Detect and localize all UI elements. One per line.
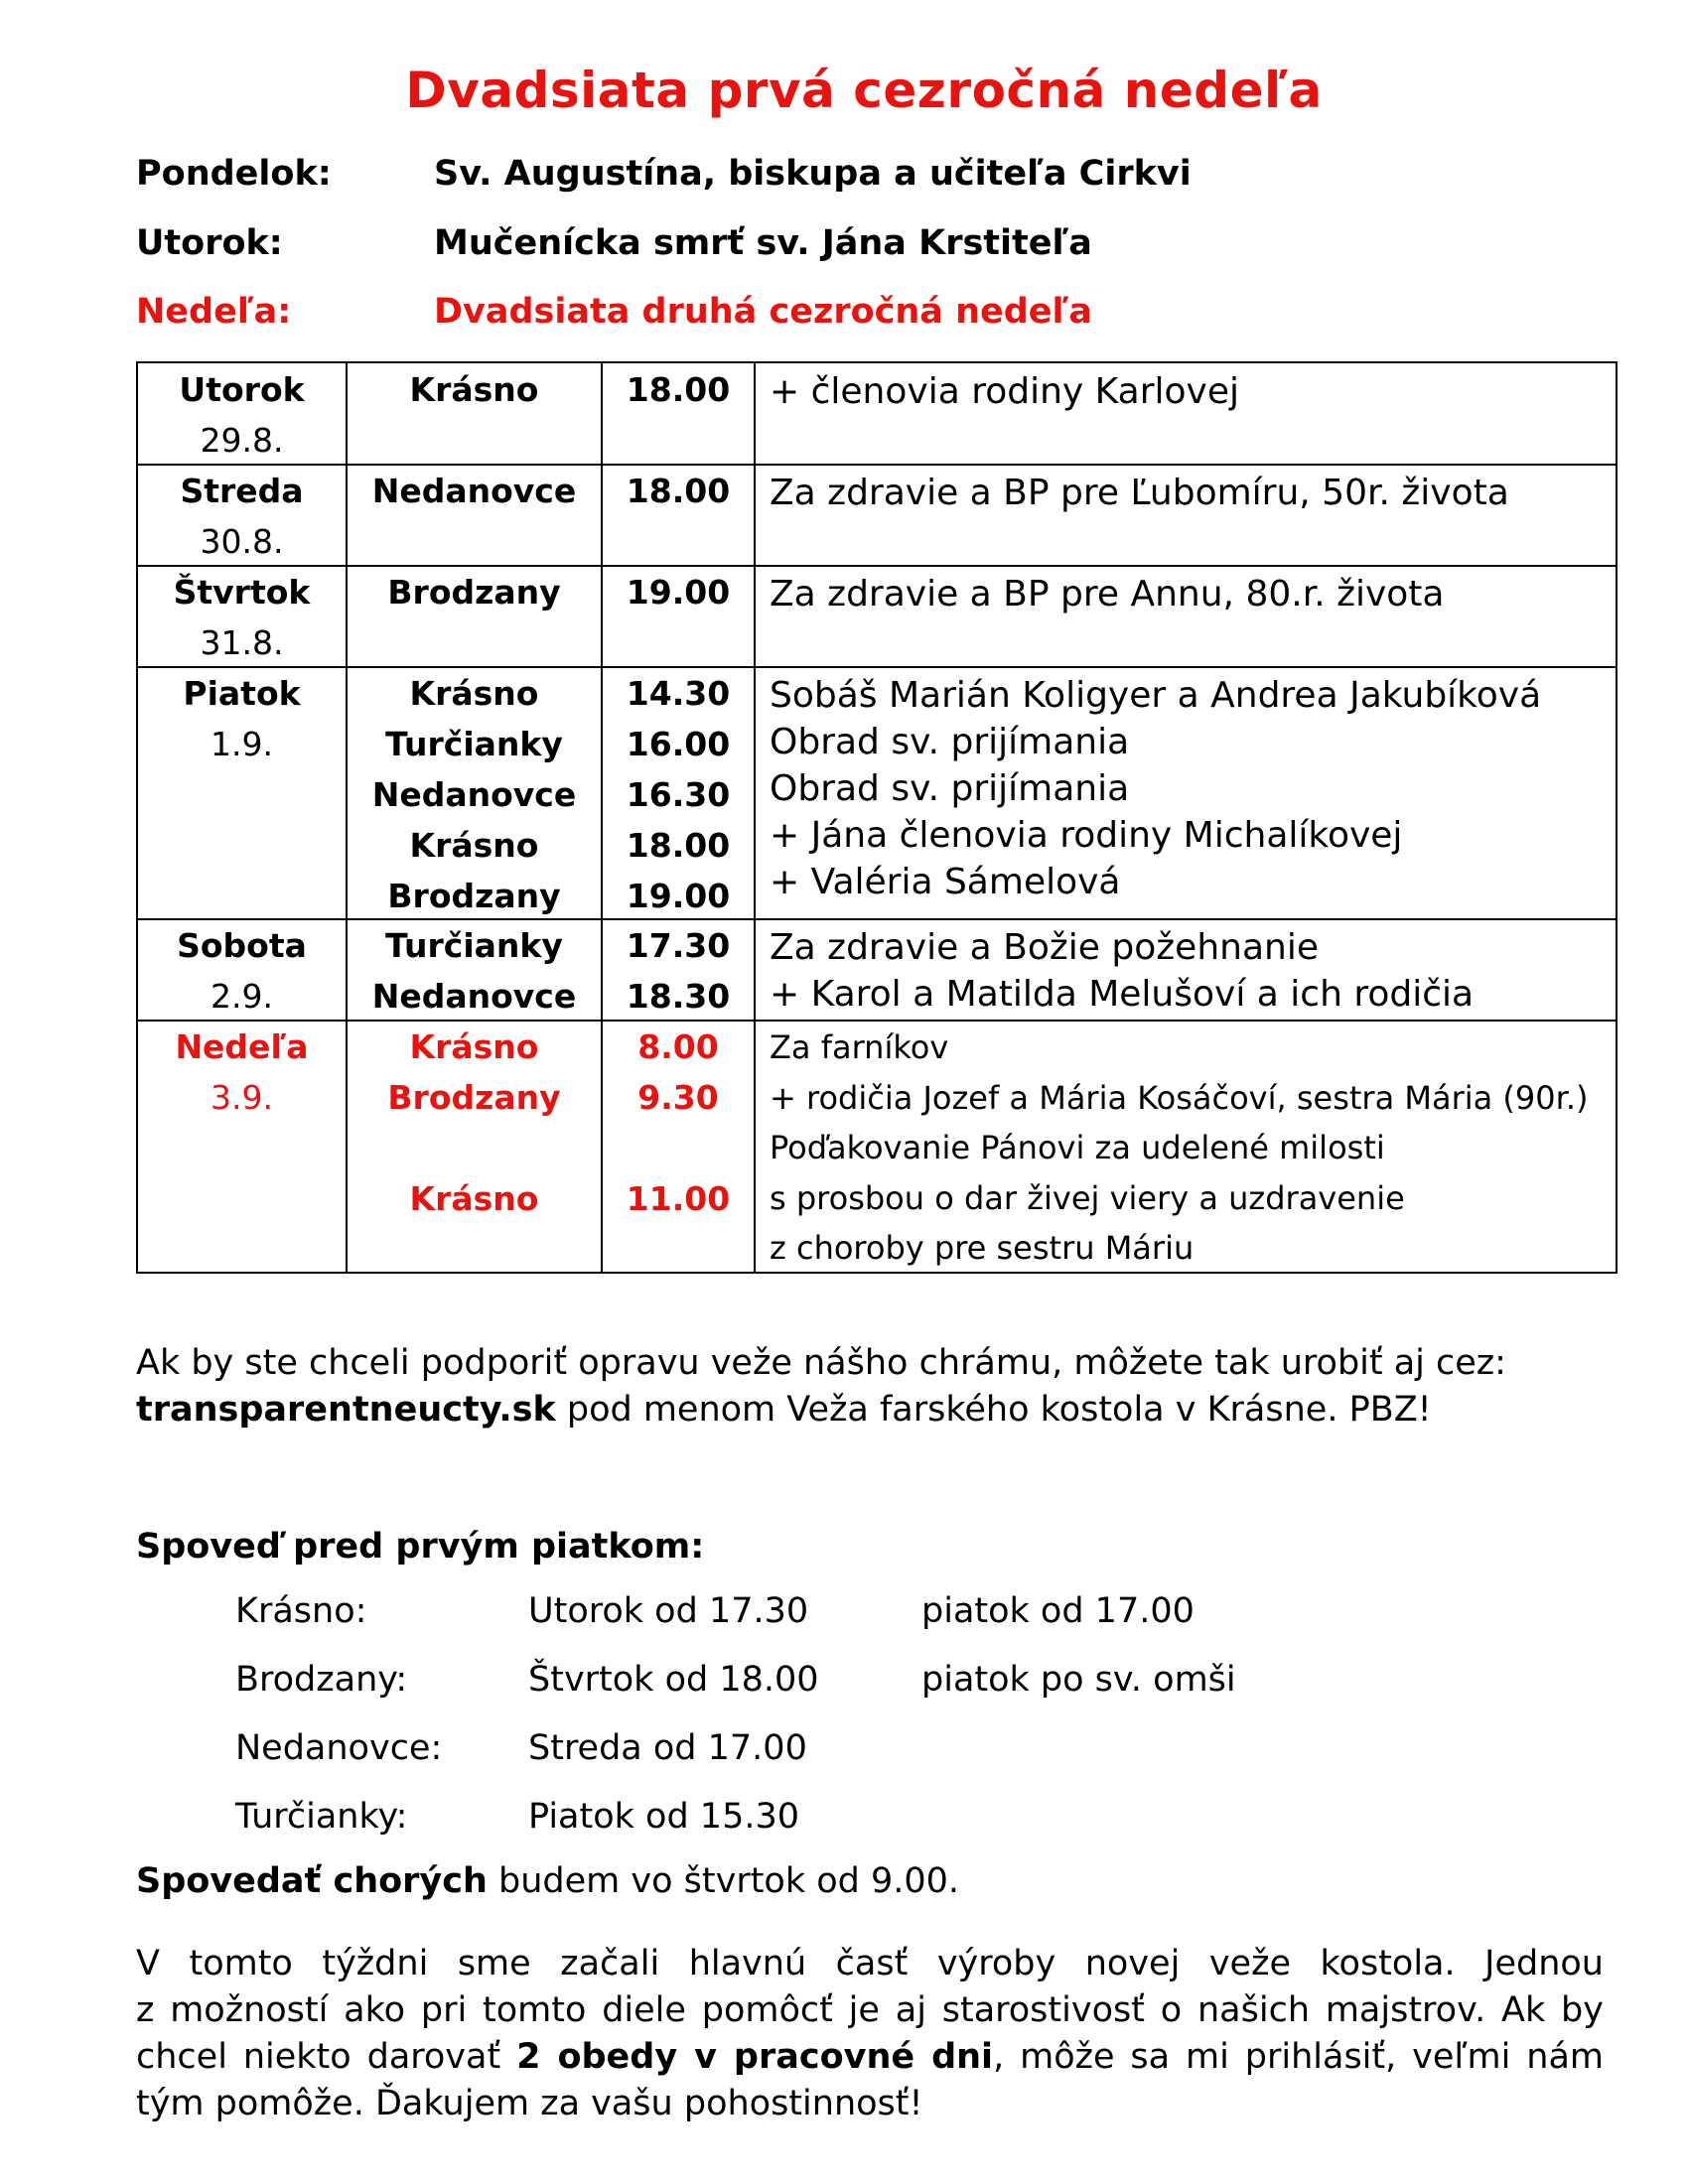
mass-intention: s prosbou o dar živej viery a uzdravenie <box>770 1178 1405 1217</box>
mass-intention: z choroby pre sestru Máriu <box>770 1229 1195 1267</box>
mass-intention: + Karol a Matilda Melušoví a ich rodičia <box>770 974 1475 1015</box>
mass-time: 9.30 <box>637 1078 719 1117</box>
news-paragraph <box>136 1941 1604 2127</box>
day-cell <box>138 466 346 567</box>
news-line-1: V tomto týždni sme začali hlavnú časť výroby novej veže kostola. Jednou <box>136 1944 1604 1983</box>
news-line-3 <box>136 2034 1604 2081</box>
mass-place: Brodzany <box>387 877 561 915</box>
mass-intention: + členovia rodiny Karlovej <box>770 371 1239 412</box>
day-name: Nedeľa <box>175 1027 309 1066</box>
day-cell <box>138 364 346 466</box>
mass-schedule-table <box>136 361 1618 1274</box>
mass-place: Nedanovce <box>371 472 577 510</box>
feast-day: Nedeľa: <box>136 292 292 332</box>
mass-place: Brodzany <box>387 1078 561 1117</box>
mass-intention: + Valéria Sámelová <box>770 862 1121 902</box>
mass-time: 18.00 <box>626 370 731 409</box>
feast-day: Pondelok: <box>136 154 332 194</box>
mass-time: 18.30 <box>626 977 731 1016</box>
day-cell <box>138 668 346 769</box>
day-date: 3.9. <box>211 1078 273 1117</box>
confession-place: Brodzany: <box>235 1660 408 1700</box>
day-cell <box>138 1022 346 1123</box>
news-line-2: z možností ako pri tomto diele pomôcť je aj starostivosť o našich majstrov. Ak by <box>136 1990 1604 2030</box>
mass-place: Brodzany <box>387 573 561 612</box>
mass-intention: + Jána členovia rodiny Michalíkovej <box>770 815 1403 856</box>
mass-intention: Za zdravie a Božie požehnanie <box>770 927 1319 968</box>
confession-time: Štvrtok od 18.00 <box>528 1660 819 1700</box>
mass-place: Nedanovce <box>371 775 577 814</box>
day-date: 30.8. <box>200 522 284 561</box>
confession-place: Turčianky: <box>235 1797 408 1837</box>
sick-confession-line <box>136 1858 1604 1905</box>
mass-place: Krásno <box>409 826 539 865</box>
support-paragraph <box>136 1340 1604 1433</box>
mass-time: 14.30 <box>626 674 731 713</box>
confession-time: Utorok od 17.30 <box>528 1591 809 1631</box>
news-line-3-end: , môže sa mi prihlásiť, veľmi nám <box>993 2037 1605 2077</box>
day-cell <box>138 567 346 668</box>
mass-time: 16.00 <box>626 725 731 763</box>
mass-place: Turčianky <box>385 926 563 965</box>
day-date: 2.9. <box>211 977 273 1016</box>
mass-time: 17.30 <box>626 926 731 965</box>
feast-name: Mučenícka smrť sv. Jána Krstiteľa <box>434 223 1092 263</box>
confession-place: Krásno: <box>235 1591 367 1631</box>
mass-intention: Za farníkov <box>770 1028 949 1066</box>
mass-intention: Za zdravie a BP pre Ľubomíru, 50r. života <box>770 473 1509 513</box>
mass-time: 19.00 <box>626 877 731 915</box>
mass-intention: Za zdravie a BP pre Annu, 80.r. života <box>770 574 1445 614</box>
feast-name: Dvadsiata druhá cezročná nedeľa <box>434 292 1092 332</box>
sick-confession-bold: Spovedať chorých <box>136 1861 488 1901</box>
news-line-3-start: chcel niekto darovať <box>136 2037 517 2077</box>
mass-place: Krásno <box>409 1027 539 1066</box>
day-date: 1.9. <box>211 725 273 763</box>
mass-place: Nedanovce <box>371 977 577 1016</box>
day-name: Štvrtok <box>173 573 311 612</box>
day-name: Utorok <box>179 370 305 409</box>
support-link[interactable]: transparentneucty.sk <box>136 1390 556 1430</box>
mass-place: Krásno <box>409 674 539 713</box>
mass-time: 8.00 <box>637 1027 719 1066</box>
day-date: 29.8. <box>200 421 284 460</box>
confession-heading: Spoveď pred prvým piatkom: <box>136 1527 705 1567</box>
day-cell <box>138 920 346 1022</box>
mass-time: 19.00 <box>626 573 731 612</box>
mass-intention: Sobáš Marián Koligyer a Andrea Jakubíková <box>770 675 1542 716</box>
day-name: Sobota <box>177 926 307 965</box>
day-name: Streda <box>180 472 304 510</box>
confession-place: Nedanovce: <box>235 1728 443 1768</box>
confession-friday: piatok od 17.00 <box>921 1591 1195 1631</box>
confession-friday: piatok po sv. omši <box>921 1660 1236 1700</box>
table-column-divider <box>754 363 756 1272</box>
day-name: Piatok <box>183 674 301 713</box>
mass-time: 18.00 <box>626 826 731 865</box>
mass-intention: Poďakovanie Pánovi za udelené milosti <box>770 1129 1385 1166</box>
mass-intention: Obrad sv. prijímania <box>770 722 1130 762</box>
day-date: 31.8. <box>200 623 284 662</box>
mass-place: Krásno <box>409 1179 539 1218</box>
news-lunch-offer: 2 obedy v pracovné dni <box>516 2037 994 2077</box>
feast-day: Utorok: <box>136 223 283 263</box>
mass-place: Krásno <box>409 370 539 409</box>
mass-place: Turčianky <box>385 725 563 763</box>
mass-intention: Obrad sv. prijímania <box>770 768 1130 809</box>
sick-confession-text: budem vo štvrtok od 9.00. <box>487 1861 960 1901</box>
support-line-1: Ak by ste chceli podporiť opravu veže nášho chrámu, môžete tak urobiť aj cez: <box>136 1343 1506 1383</box>
page-title: Dvadsiata prvá cezročná nedeľa <box>405 62 1323 119</box>
confession-time: Piatok od 15.30 <box>528 1797 799 1837</box>
feast-name: Sv. Augustína, biskupa a učiteľa Cirkvi <box>434 154 1192 194</box>
mass-time: 11.00 <box>626 1179 731 1218</box>
news-line-4: tým pomôže. Ďakujem za vašu pohostinnosť! <box>136 2084 923 2123</box>
confession-time: Streda od 17.00 <box>528 1728 807 1768</box>
support-line-2: pod menom Veža farského kostola v Krásne. PBZ! <box>555 1390 1432 1430</box>
mass-time: 18.00 <box>626 472 731 510</box>
mass-time: 16.30 <box>626 775 731 814</box>
mass-intention: + rodičia Jozef a Mária Kosáčoví, sestra Mária (90r.) <box>770 1078 1589 1117</box>
